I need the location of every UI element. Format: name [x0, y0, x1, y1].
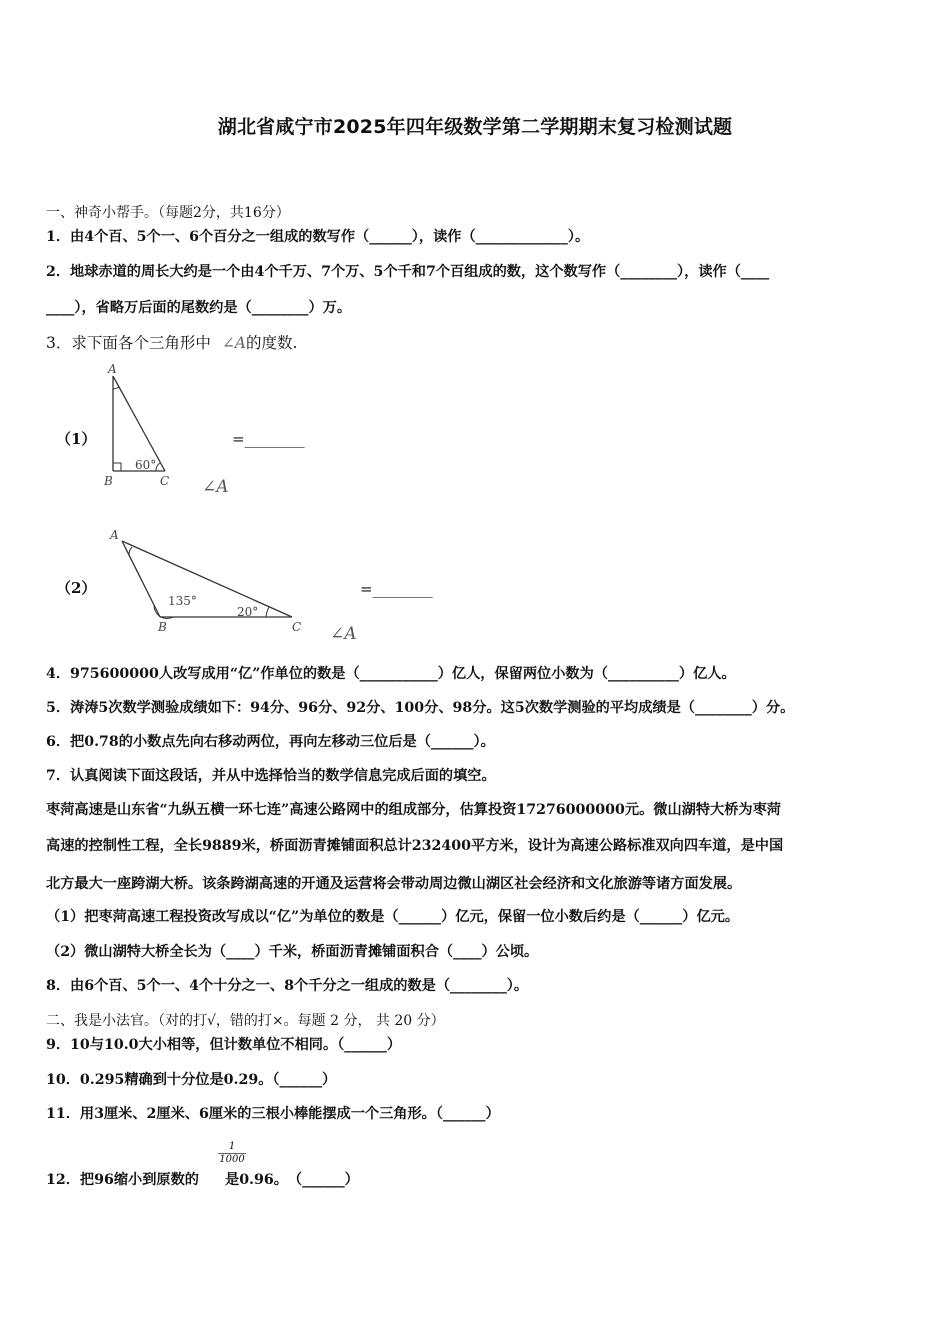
question-12-text: 12．把96缩小到原数的 — [46, 1172, 199, 1188]
angle-a-symbol: ∠A — [221, 334, 246, 352]
figure-2-answer-blank: =________ — [360, 580, 433, 598]
figure-1-answer-blank: =________ — [232, 430, 305, 448]
question-9: 9．10与10.0大小相等，但计数单位不相同。（______） — [46, 1037, 402, 1053]
question-3-tail: 的度数. — [246, 334, 298, 352]
question-5: 5．涛涛5次数学测验成绩如下：94分、96分、92分、100分、98分。这5次数学测验的平均成绩是（________）分。 — [46, 700, 795, 716]
question-2-line-1: 2．地球赤道的周长大约是一个由4个千万、7个万、5个千和7个百组成的数，这个数写作（________），读作（____ — [46, 264, 770, 280]
vertex-c-label: C — [292, 620, 302, 634]
figure-2-angle-a: ∠A — [330, 624, 357, 644]
question-7: 7．认真阅读下面这段话，并从中选择恰当的数学信息完成后面的填空。 — [46, 768, 496, 784]
passage-line-1: 枣菏高速是山东省“九纵五横一环七连”高速公路网中的组成部分，估算投资17276000000元。微山湖特大桥为枣菏 — [46, 802, 781, 818]
vertex-a-label: A — [110, 528, 119, 542]
passage-line-3: 北方最大一座跨湖大桥。该条跨湖高速的开通及运营将会带动周边微山湖区社会经济和文化旅游等诸方面发展。 — [46, 876, 742, 892]
question-3-text: 3．求下面各个三角形中 — [46, 334, 211, 352]
section-2-heading: 二、我是小法官。（对的打√，错的打×。每题 2 分， 共 20 分） — [46, 1013, 445, 1029]
figure-2-label: （2） — [56, 579, 97, 597]
question-12 — [46, 1170, 359, 1190]
question-12-tail: 是0.96。 （______） — [225, 1172, 359, 1188]
figure-1-label: （1） — [56, 430, 97, 448]
vertex-b-label: B — [104, 474, 113, 488]
question-3 — [46, 333, 297, 353]
question-8: 8．由6个百、5个一、4个十分之一、8个千分之一组成的数是（________）。 — [46, 978, 529, 994]
question-7-part-2: （2）微山湖特大桥全长为（____）千米，桥面沥青摊铺面积合（____）公顷。 — [46, 944, 539, 960]
section-1-heading: 一、神奇小帮手。（每题2分，共16分） — [46, 205, 290, 221]
question-10: 10．0.295精确到十分位是0.29。（______） — [46, 1072, 337, 1088]
question-4: 4．975600000人改写成用“亿”作单位的数是（___________）亿人，保留两位小数为（__________）亿人。 — [46, 666, 736, 682]
angle-c-value: 60° — [135, 458, 157, 472]
vertex-b-label: B — [158, 620, 167, 634]
question-11: 11．用3厘米、2厘米、6厘米的三根小棒能摆成一个三角形。（______） — [46, 1106, 500, 1122]
fraction-denominator: 1000 — [219, 1154, 245, 1165]
passage-line-2: 高速的控制性工程，全长9889米，桥面沥青摊铺面积总计232400平方米，设计为高速公路标准双向四车道，是中国 — [46, 838, 784, 854]
question-1: 1．由4个百、5个一、6个百分之一组成的数写作（______），读作（_____________）。 — [46, 229, 590, 245]
figure-1-angle-a: ∠A — [202, 477, 229, 497]
page-title: 湖北省咸宁市2025年四年级数学第二学期期末复习检测试题 — [217, 116, 733, 138]
question-6: 6．把0.78的小数点先向右移动两位，再向左移动三位后是（______）。 — [46, 734, 495, 750]
angle-c-value: 20° — [237, 605, 259, 619]
angle-b-value: 135° — [168, 594, 197, 608]
fraction-numerator: 1 — [218, 1141, 246, 1154]
question-2-line-2: ____），省略万后面的尾数约是（________）万。 — [46, 300, 352, 316]
fraction-one-thousandth — [218, 1141, 246, 1165]
triangle-2-figure — [100, 524, 320, 639]
question-7-part-1: （1）把枣菏高速工程投资改写成以“亿”为单位的数是（______）亿元，保留一位小数后约是（______）亿元。 — [46, 909, 740, 925]
vertex-a-label: A — [108, 362, 117, 376]
vertex-c-label: C — [160, 474, 170, 488]
